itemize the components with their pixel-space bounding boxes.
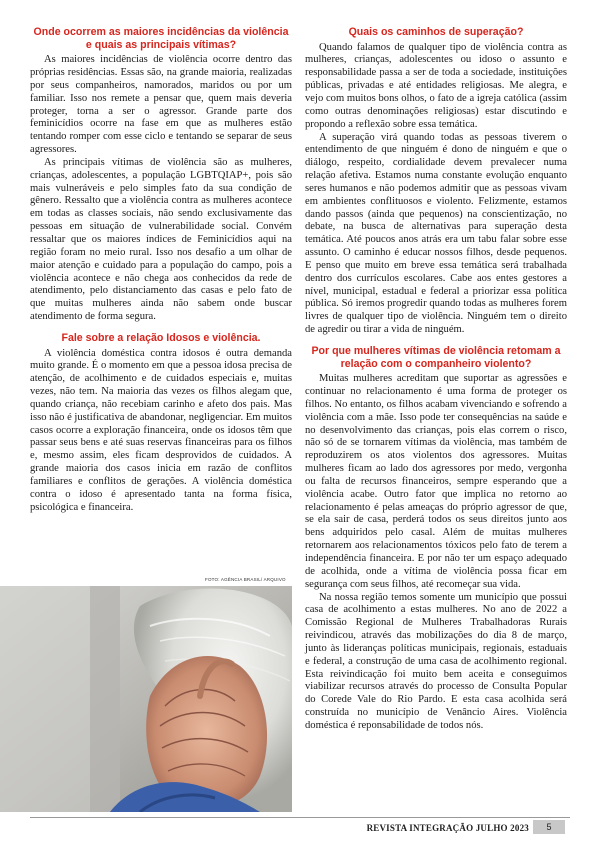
page-footer [0, 812, 595, 842]
paragraph: Na nossa região temos somente um município que possui casa de acolhimento a estas mulheres. No ano de 2022 a Comissão Regional de Mulheres Trabalhadoras Rurais reivindicou, através das mobilizações do dia 8 de março, junto às lideranças políticas municipais, regionais, estaduais e federal, a construção de uma casa de acolhimento regional. Esta reivindicação foi muito bem aceita e conseguimos viabilizar recursos através do processo de Consulta Popular do Corede Vale do Rio Pardo. E esta casa acolhida será construída no município de Venâncio Aires. Violência doméstica é reponsabilidade de todos nós. [305, 591, 567, 731]
elderly-person-photo [0, 586, 292, 812]
magazine-issue-label: REVISTA INTEGRAÇÃO JULHO 2023 [366, 823, 529, 833]
section-heading-incidences: Onde ocorrem as maiores incidências da violência e quais as principais vítimas? [33, 26, 289, 51]
photo-illustration [0, 586, 292, 812]
page-number: 5 [533, 820, 565, 834]
photo-credit: FOTO: AGÊNCIA BRASIL/ ARQUIVO [205, 577, 286, 582]
section-heading-return: Por que mulheres vítimas de violência retomam a relação com o companheiro violento? [311, 345, 561, 370]
right-column [305, 26, 567, 733]
section-heading-elderly: Fale sobre a relação Idosos e violência. [61, 331, 261, 344]
section-heading-overcoming: Quais os caminhos de superação? [348, 26, 524, 38]
left-column [30, 26, 292, 514]
paragraph: Quando falamos de qualquer tipo de violência contra as mulheres, crianças, adolescentes ou idoso o assunto e responsabilidade passa a ser de toda a sociedade, instituições públicas, privadas e até entidades religiosas. Me alegra, e vejo com muitos bons olhos, o fato de a igreja católica (assim como outras denominações religiosas) estar discutindo e propondo a reflexão sobre essa temática. [305, 41, 567, 130]
paragraph: Muitas mulheres acreditam que suportar as agressões e continuar no relacionamento é uma forma de proteger os filhos. No entanto, os filhos acabam vivenciando e sofrendo a violência com a mãe. Isso pode ter consequências na saúde e no desenvolvimento das crianças, pois elas correm o risco, não só de se tornarem vítimas da violência, mas também de reproduzirem os atos violentos dos agressores. Muitas mulheres ficam ao lado dos agressores por medo, vergonha ou falta de recursos financeiros, sempre esperando que a violência acabe. Outro fator que implica no retorno ao relacionamento é pelas ameaças do próprio agressor de que, se ela sair de casa, perderá todos os seus direitos junto aos bens adquiridos pelo casal. Além de muitas mulheres retornarem aos relacionamentos tóxicos pelo fato de terem a independência financeira. E por não ter um espaço adequado de acolhida, onde a vítima de violência possa ficar em segurança com seus filhos, até recomeçar sua vida. [305, 373, 567, 590]
footer-divider [30, 817, 570, 818]
paragraph: As maiores incidências de violência ocorre dentro das próprias residências. Essas são, na grande maioria, realizadas por seus companheiros, namorados, maridos ou por um familiar. Isso nos remete a pensar que, quem mais deveria proteger, torna a ser o agressor. Grande parte dos feminicídios ocorre na fase em que as mulheres estão tentando romper com esse ciclo e tentando se separar de seus agressores. [30, 54, 292, 156]
paragraph: As principais vítimas de violência são as mulheres, crianças, adolescentes, a população LGBTQIAP+, pois são mais vulneráveis e pelo simples fato da sua condição de gênero. Ressalto que a violência contra as mulheres acontece em todas as classes sociais, não sendo exclusivamente das pessoas em situação de vulnerabilidade social. Convém ressaltar que os maiores índices de Feminicídios aqui na região foram no meio rural. Isso nos desafio a um olhar de maior atenção e cuidado para a população do campo, pois a violência acontece e não chega aos conhecidos da rede de atendimento, pelo distanciamento das casas e pelo fato de que muitas mulheres ainda não sabem onde buscar atendimento de forma segura. [30, 156, 292, 323]
paragraph: A superação virá quando todas as pessoas tiverem o entendimento de que ninguém é dono de ninguém e que o diálogo, respeito, cordialidade devem prevalecer numa relação afetiva. Estamos numa constante evolução enquanto seres humanos e não podemos admitir que as pessoas vivam em ambientes conflituosos e violento. Felizmente, estamos dando passos (ainda que pequenos) na conscientização, no debate, na busca de alternativas para superação desta temática. Até poucos anos atrás era um tabu falar sobre esse assunto. O caminho é educar nossos filhos, desde pequenos. E penso que muito em breve essa temática será trabalhada dentro dos currículos escolares. Cabe aos entes gestores a nível, municipal, estadual e federal a priorizar essa política pública. Só iremos progredir quando todas as mulheres forem livres de qualquer tipo de violência. Ninguém tem o direito de agredir ou tirar a vida de ninguém. [305, 131, 567, 336]
paragraph: A violência doméstica contra idosos é outra demanda muito grande. É o momento em que a pessoa idosa precisa de atenção, de acolhimento e de cuidados especiais e, muitas vezes, não tem. Na maioria das vezes os filhos alegam que, quando criança, não recebiam carinho e afeto dos pais. Mas isso não é justificativa de abandonar, negligenciar. Em muitos casos ocorre a exploração financeira, onde os idosos têm que passar seus bens e até suas reservas financeiras para os filhos e, mesmo assim, eles ficam desprovidos de cuidados. A grande maioria dos casos inicia em razão de conflitos familiares e conflitos de gerações. A violência doméstica contra o idoso é apresentado tanta na forma física, psicológica e financeira. [30, 347, 292, 513]
